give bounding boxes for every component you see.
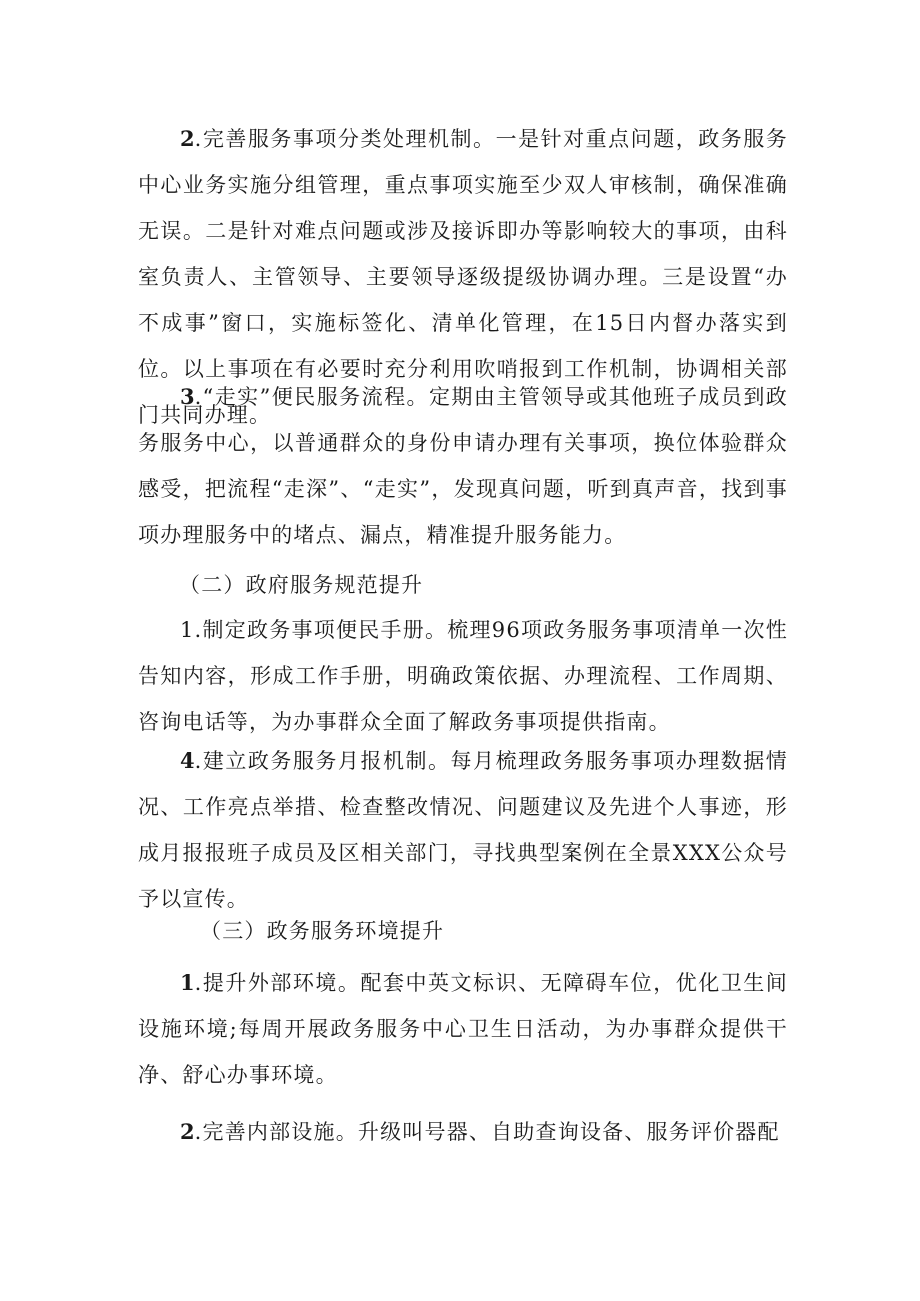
paragraph-text: .完善服务事项分类处理机制。一是针对重点问题，政务服务中心业务实施分组管理，重点事项实施至少双人审核制，确保准确无误。二是针对难点问题或涉及接诉即办等影响较大的事项，由科室负责人、主管领导、主要领导逐级提级协调办理。三是设置“办不成事”窗口，实施标签化、清单化管理，在15日内督办落实到位。以上事项在有必要时充分利用吹哨报到工作机制，协调相关部门共同办理。	[138, 127, 788, 427]
paragraph-text: 1.制定政务事项便民手册。梳理96项政务服务事项清单一次性告知内容，形成工作手册，明确政策依据、办理流程、工作周期、咨询电话等，为办事群众全面了解政务事项提供指南。	[138, 618, 788, 734]
paragraph-text: .完善内部设施。升级叫号器、自助查询设备、服务评价器配	[194, 1120, 780, 1144]
paragraph-text: .提升外部环境。配套中英文标识、无障碍车位，优化卫生间设施环境;每周开展政务服务中心卫生日活动，为办事群众提供干净、舒心办事环境。	[138, 971, 788, 1087]
item-number: 2	[180, 1119, 195, 1144]
paragraph-item-2-facilities	[138, 1109, 788, 1155]
item-number: 2	[180, 126, 195, 151]
section-heading-3: （三）政务服务环境提升	[200, 919, 445, 943]
section-heading-2: （二）政府服务规范提升	[179, 573, 424, 597]
item-number: 4	[180, 748, 195, 773]
paragraph-item-3-walk	[138, 374, 788, 558]
item-number: 1	[180, 970, 195, 995]
paragraph-text: .建立政务服务月报机制。每月梳理政务服务事项办理数据情况、工作亮点举措、检查整改情况、问题建议及先进个人事迹，形成月报报班子成员及区相关部门，寻找典型案例在全景XXX公众号予以宣传。	[138, 749, 788, 911]
item-number: 3	[180, 384, 195, 409]
paragraph-text: .“走实”便民服务流程。定期由主管领导或其他班子成员到政务服务中心，以普通群众的身份申请办理有关事项，换位体验群众感受，把流程“走深”、“走实”，发现真问题，听到真声音，找到事项办理服务中的堵点、漏点，精准提升服务能力。	[138, 385, 788, 547]
paragraph-item-1-environment	[138, 960, 788, 1098]
paragraph-item-1-manual	[138, 607, 788, 745]
paragraph-item-4-report	[138, 738, 788, 922]
